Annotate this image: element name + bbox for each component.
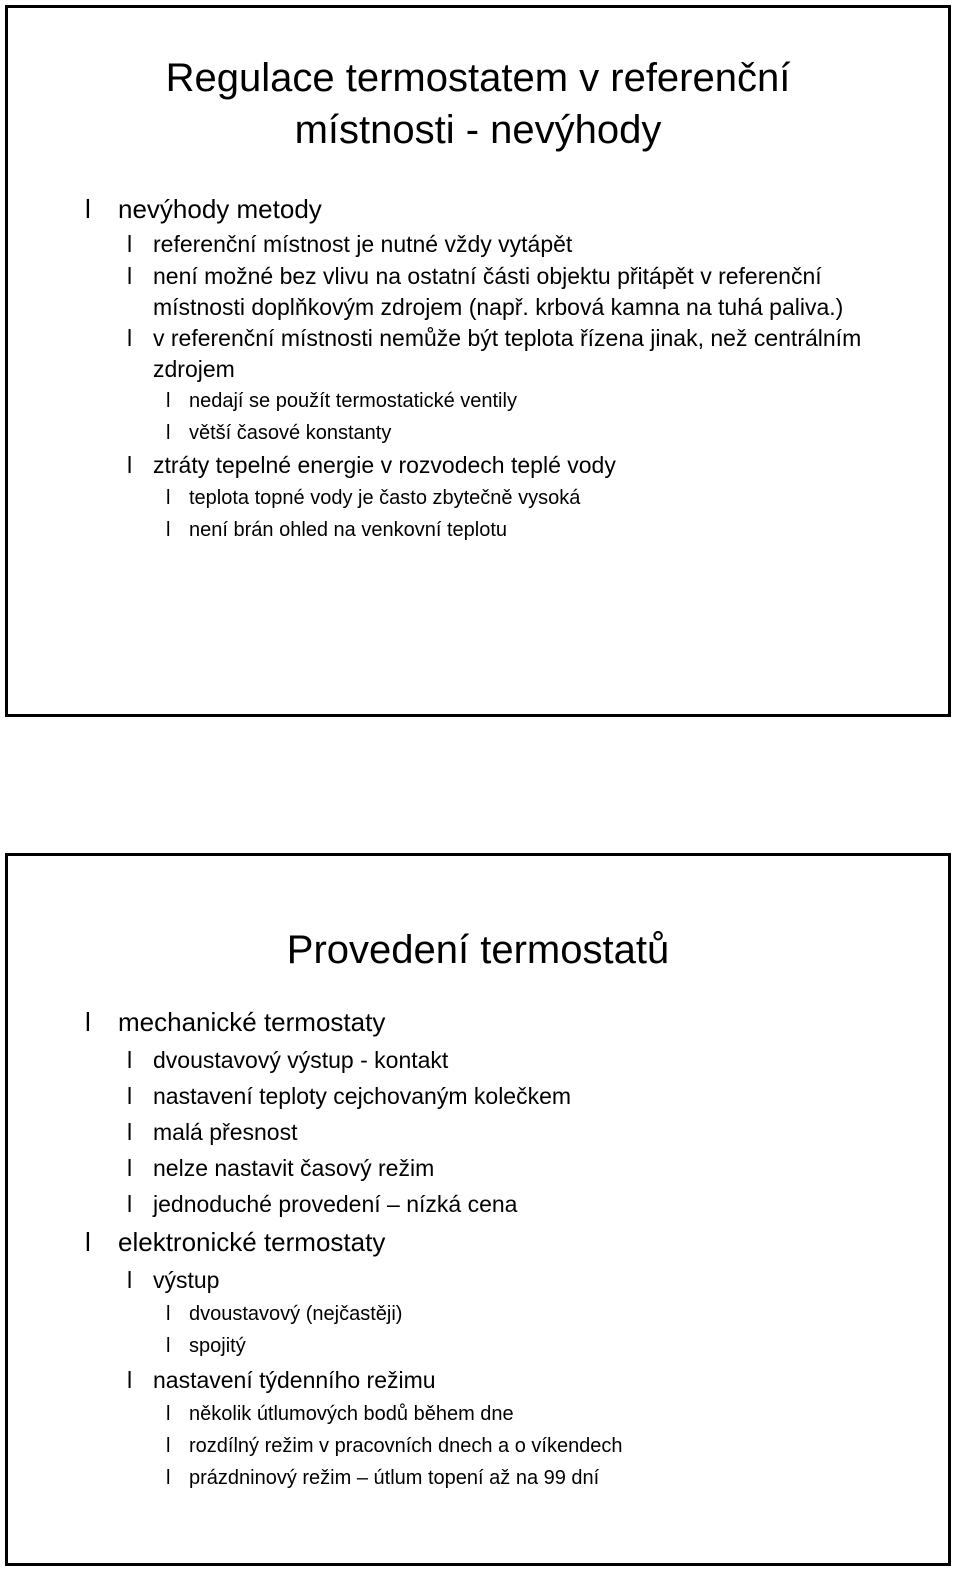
list-item-text: větší časové konstanty bbox=[189, 422, 392, 444]
slide-title-line-2: místnosti - nevýhody bbox=[294, 108, 662, 152]
list-item bbox=[8, 1078, 948, 1114]
slide-regulace-nevyhody bbox=[5, 5, 951, 717]
list-item bbox=[8, 482, 948, 514]
list-item-text: dvoustavový (nejčastěji) bbox=[189, 1303, 403, 1325]
list-item bbox=[8, 190, 948, 228]
list-item bbox=[8, 323, 948, 385]
list-item-text: ztráty tepelné energie v rozvodech teplé vody bbox=[153, 452, 616, 478]
bullet-marker: l bbox=[166, 487, 171, 509]
bullet-marker: l bbox=[85, 194, 91, 224]
bullet-marker: l bbox=[85, 1227, 91, 1257]
bullet-marker: l bbox=[127, 325, 133, 351]
slide-provedeni-termostatu bbox=[5, 853, 951, 1566]
list-item bbox=[8, 1150, 948, 1186]
list-item-text: dvoustavový výstup - kontakt bbox=[153, 1047, 449, 1073]
list-item-text: teplota topné vody je často zbytečně vysoká bbox=[189, 487, 581, 509]
list-item bbox=[8, 449, 948, 482]
list-item-text: rozdílný režim v pracovních dnech a o víkendech bbox=[189, 1435, 623, 1457]
list-item bbox=[8, 385, 948, 417]
bullet-marker: l bbox=[127, 1047, 133, 1073]
bullet-list bbox=[8, 1002, 948, 1494]
bullet-marker: l bbox=[166, 1435, 171, 1457]
list-item bbox=[8, 1222, 948, 1262]
list-item-text: není možné bez vlivu na ostatní části objektu přitápět v referenční místnosti doplňkovým zdrojem (např. krbová kamna na tuhá paliva.) bbox=[153, 263, 844, 320]
list-item-text: malá přesnost bbox=[153, 1119, 298, 1145]
bullet-marker: l bbox=[127, 452, 133, 478]
list-item bbox=[8, 1002, 948, 1042]
list-item bbox=[8, 1330, 948, 1362]
bullet-marker: l bbox=[127, 231, 133, 257]
bullet-marker: l bbox=[166, 1303, 171, 1325]
list-item-text: nastavení teploty cejchovaným kolečkem bbox=[153, 1083, 572, 1109]
list-item-text: výstup bbox=[153, 1267, 220, 1293]
list-item-text: referenční místnost je nutné vždy vytápět bbox=[153, 231, 573, 257]
bullet-marker: l bbox=[127, 1119, 133, 1145]
bullet-marker: l bbox=[166, 390, 171, 412]
list-item-text: nelze nastavit časový režim bbox=[153, 1155, 435, 1181]
slide-title bbox=[8, 52, 948, 156]
list-item-text: elektronické termostaty bbox=[118, 1227, 386, 1257]
list-item bbox=[8, 228, 948, 261]
bullet-marker: l bbox=[127, 1191, 133, 1217]
list-item-text: mechanické termostaty bbox=[118, 1007, 386, 1037]
list-item bbox=[8, 1114, 948, 1150]
list-item bbox=[8, 514, 948, 546]
list-item bbox=[8, 1298, 948, 1330]
list-item bbox=[8, 261, 948, 323]
bullet-marker: l bbox=[127, 263, 133, 289]
list-item bbox=[8, 1430, 948, 1462]
bullet-list bbox=[8, 190, 948, 546]
bullet-marker: l bbox=[166, 1403, 171, 1425]
slide-title bbox=[8, 924, 948, 976]
bullet-marker: l bbox=[127, 1267, 133, 1293]
bullet-marker: l bbox=[166, 422, 171, 444]
slide-title-line-1: Provedení termostatů bbox=[286, 928, 670, 972]
list-item bbox=[8, 1042, 948, 1078]
slide-title-line-1: Regulace termostatem v referenční bbox=[165, 56, 791, 100]
list-item-text: není brán ohled na venkovní teplotu bbox=[189, 519, 508, 541]
bullet-marker: l bbox=[127, 1367, 133, 1393]
bullet-marker: l bbox=[85, 1007, 91, 1037]
list-item-text: nevýhody metody bbox=[118, 194, 322, 224]
bullet-marker: l bbox=[127, 1083, 133, 1109]
list-item-text: nastavení týdenního režimu bbox=[153, 1367, 436, 1393]
list-item bbox=[8, 1462, 948, 1494]
list-item-text: nedají se použít termostatické ventily bbox=[189, 390, 517, 412]
list-item-text: v referenční místnosti nemůže být teplota řízena jinak, než centrálním zdrojem bbox=[153, 325, 862, 382]
list-item bbox=[8, 417, 948, 449]
list-item bbox=[8, 1262, 948, 1298]
list-item bbox=[8, 1186, 948, 1222]
list-item-text: spojitý bbox=[189, 1335, 246, 1357]
bullet-marker: l bbox=[166, 1467, 171, 1489]
bullet-marker: l bbox=[166, 519, 171, 541]
list-item bbox=[8, 1362, 948, 1398]
list-item-text: prázdninový režim – útlum topení až na 99 dní bbox=[189, 1467, 600, 1489]
bullet-marker: l bbox=[166, 1335, 171, 1357]
list-item bbox=[8, 1398, 948, 1430]
list-item-text: jednoduché provedení – nízká cena bbox=[153, 1191, 518, 1217]
list-item-text: několik útlumových bodů během dne bbox=[189, 1403, 514, 1425]
bullet-marker: l bbox=[127, 1155, 133, 1181]
